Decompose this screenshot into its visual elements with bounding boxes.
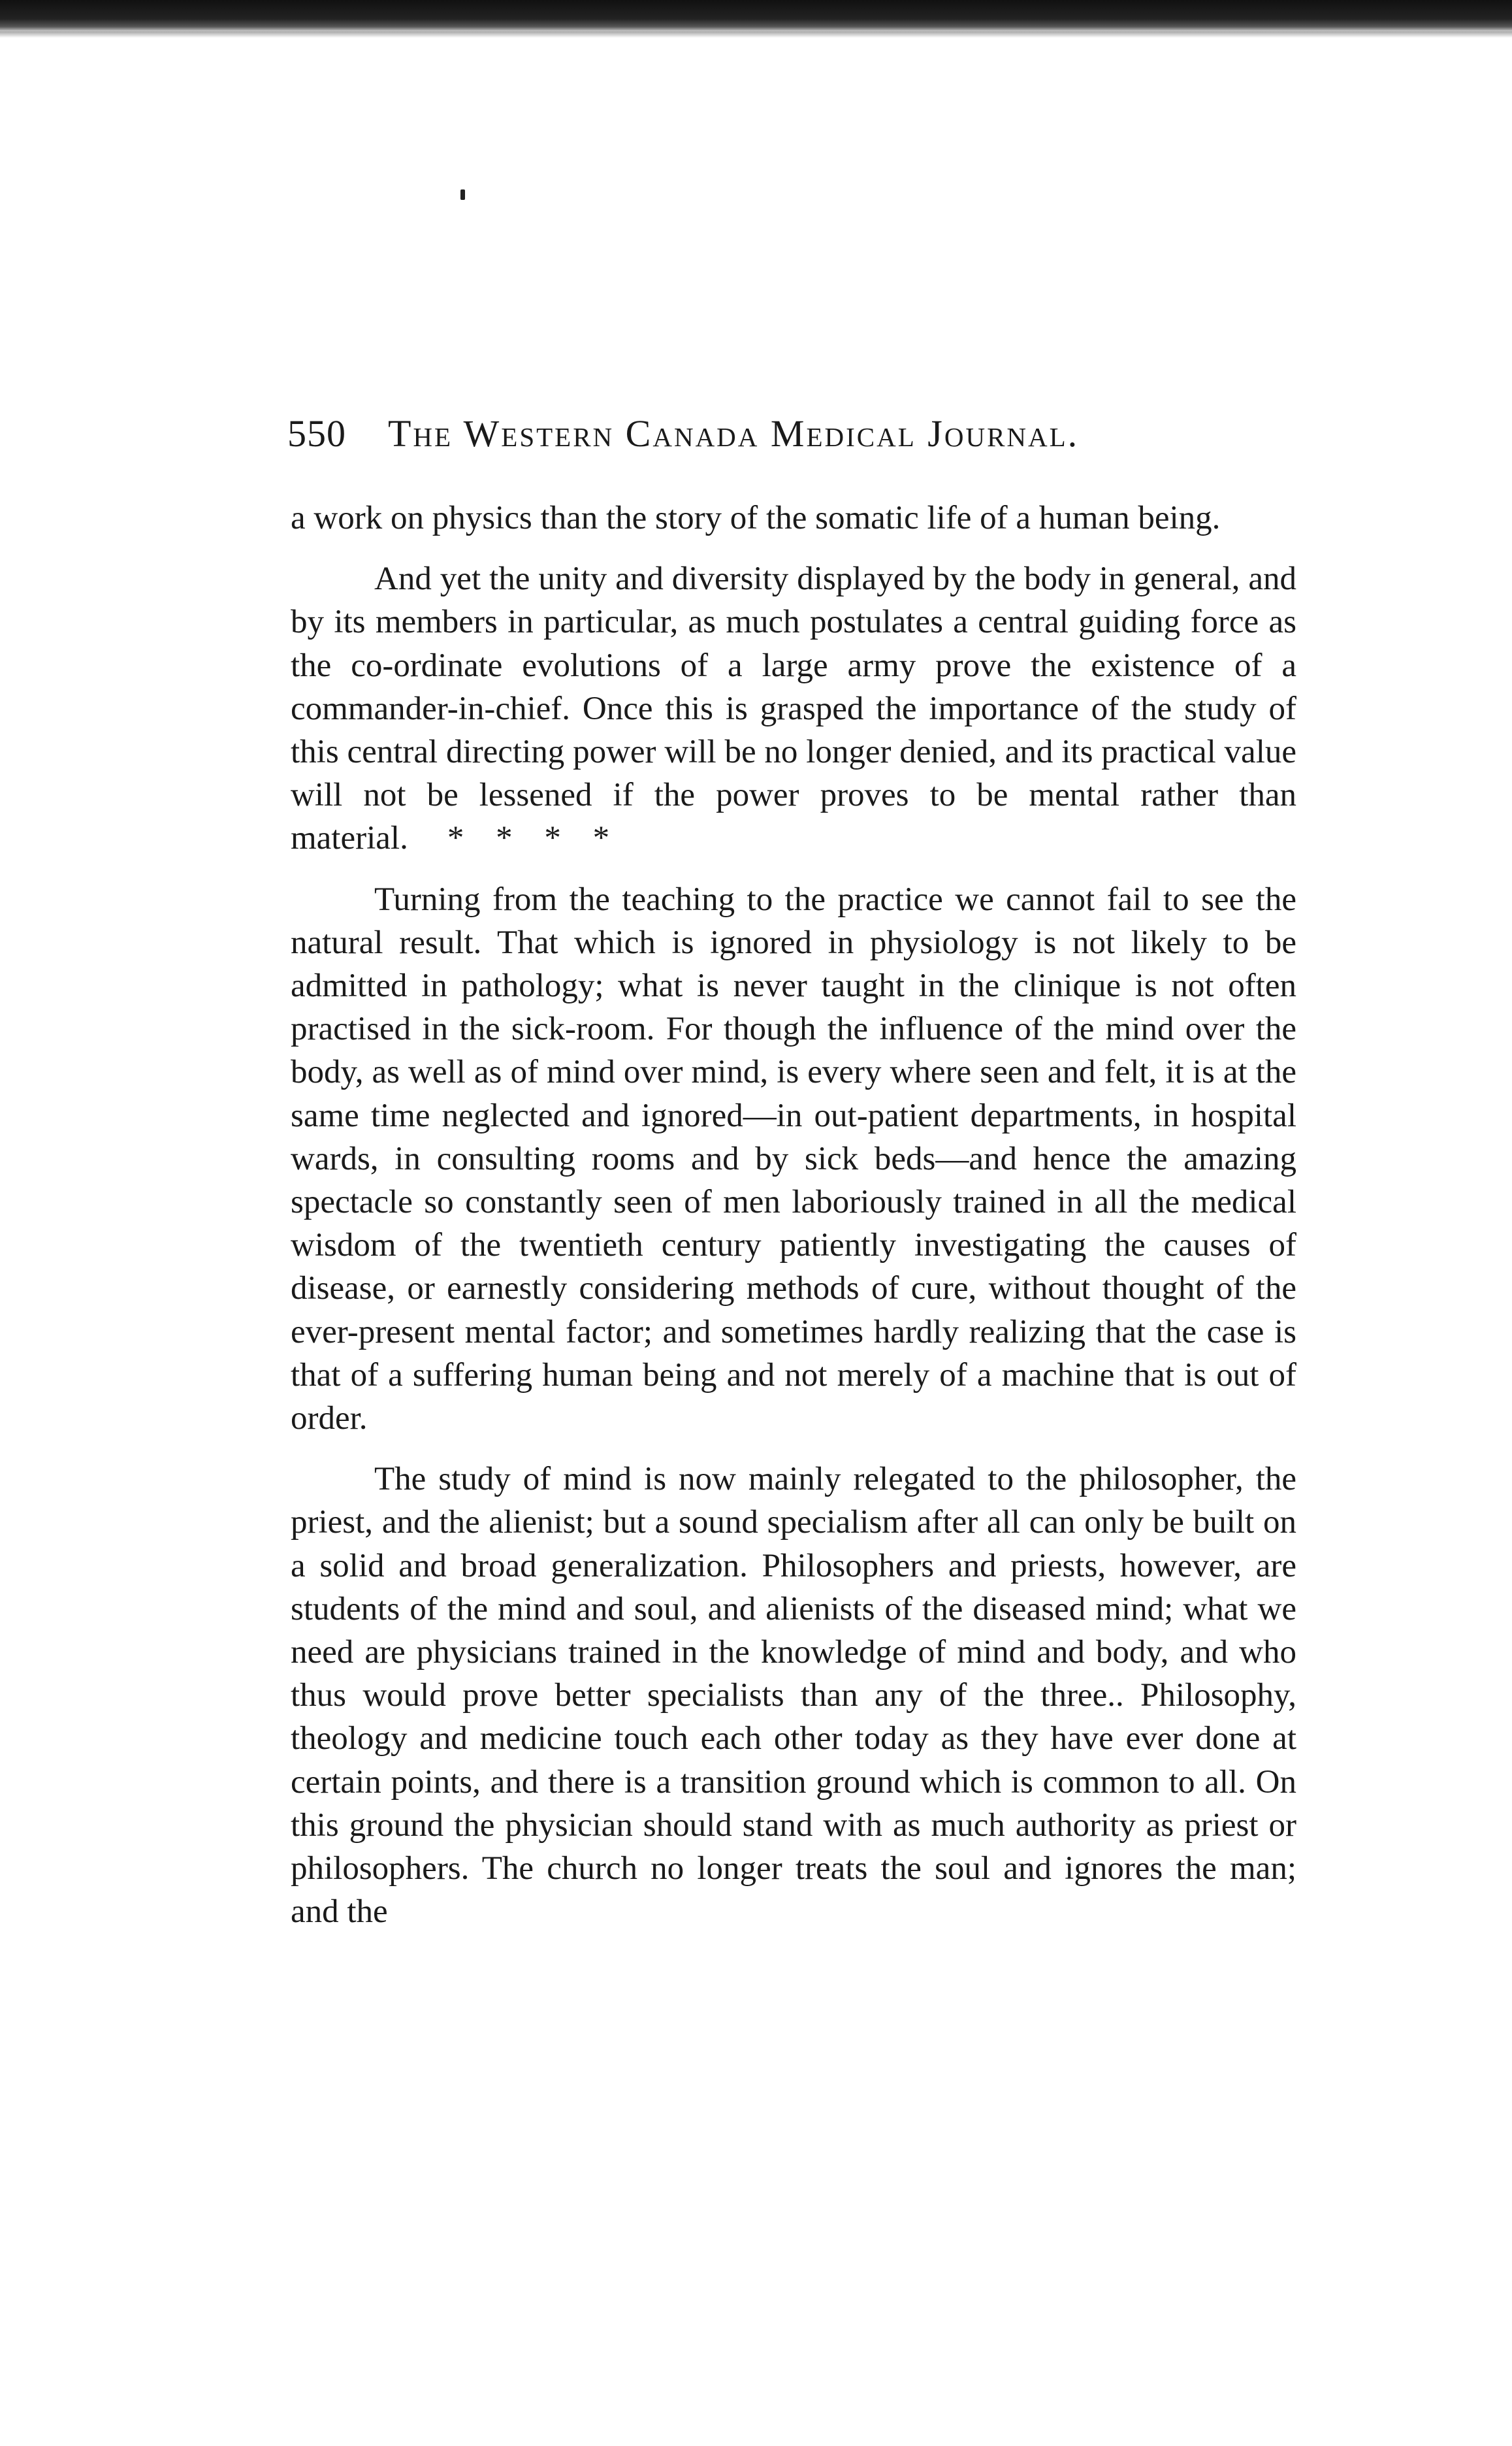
paragraph-text: The study of mind is now mainly relegated to the philosopher, the priest, and the alienist; but a sound specialism after all can only be built on a solid and broad generalization. Philosophers and priests, however, are students of the mind and soul, and alienists of the diseased mind; what we need are physicians trained in the knowledge of mind and body, and who thus would prove better specialists than any of the three.. Philosophy, theology and medicine touch each other today as they have ever done at certain points, and there is a transition ground which is common to all. On this ground the physician should stand with as much authority as priest or philosophers. The church no longer treats the soul and ignores the man; and the — [291, 1461, 1296, 1931]
section-break-stars: * * * * — [447, 820, 610, 857]
paragraph-continued — [291, 497, 1296, 540]
journal-title: The Western Canada Medical Journal. — [388, 412, 1080, 455]
paragraph-text: And yet the unity and diversity displayed by the body in general, and by its members in particular, as much postulates a central guiding force as the co-ordinate evolutions of a large army prove the existence of a commander-in-chief. Once this is grasped the importance of the study of this central directing power will be no longer denied, and its practical value will not be lessened if the power proves to be mental rather than material. — [291, 561, 1296, 857]
article-body — [291, 497, 1296, 1934]
scan-border — [0, 0, 1512, 31]
paragraph — [291, 557, 1296, 860]
paragraph-text: a work on physics than the story of the somatic life of a human being. — [291, 500, 1221, 536]
page-number: 550 — [287, 412, 346, 455]
running-header — [287, 412, 1306, 470]
paragraph — [291, 1458, 1296, 1933]
paragraph — [291, 878, 1296, 1441]
print-speck — [460, 189, 465, 200]
paragraph-text: Turning from the teaching to the practice we cannot fail to see the natural result. That which is ignored in physiology is not likely to be admitted in pathology; what is never taught in the clinique is not often practised in the sick-room. For though the influence of the mind over the body, as well as of mind over mind, is every where seen and felt, it is at the same time neglected and ignored—in out-patient departments, in hospital wards, in consulting rooms and by sick beds—and hence the amazing spectacle so constantly seen of men laboriously trained in all the medical wisdom of the twentieth century patiently investigating the causes of disease, or earnestly considering methods of cure, without thought of the ever-present mental factor; and sometimes hardly realizing that the case is that of a suffering human being and not merely of a machine that is out of order. — [291, 881, 1296, 1437]
